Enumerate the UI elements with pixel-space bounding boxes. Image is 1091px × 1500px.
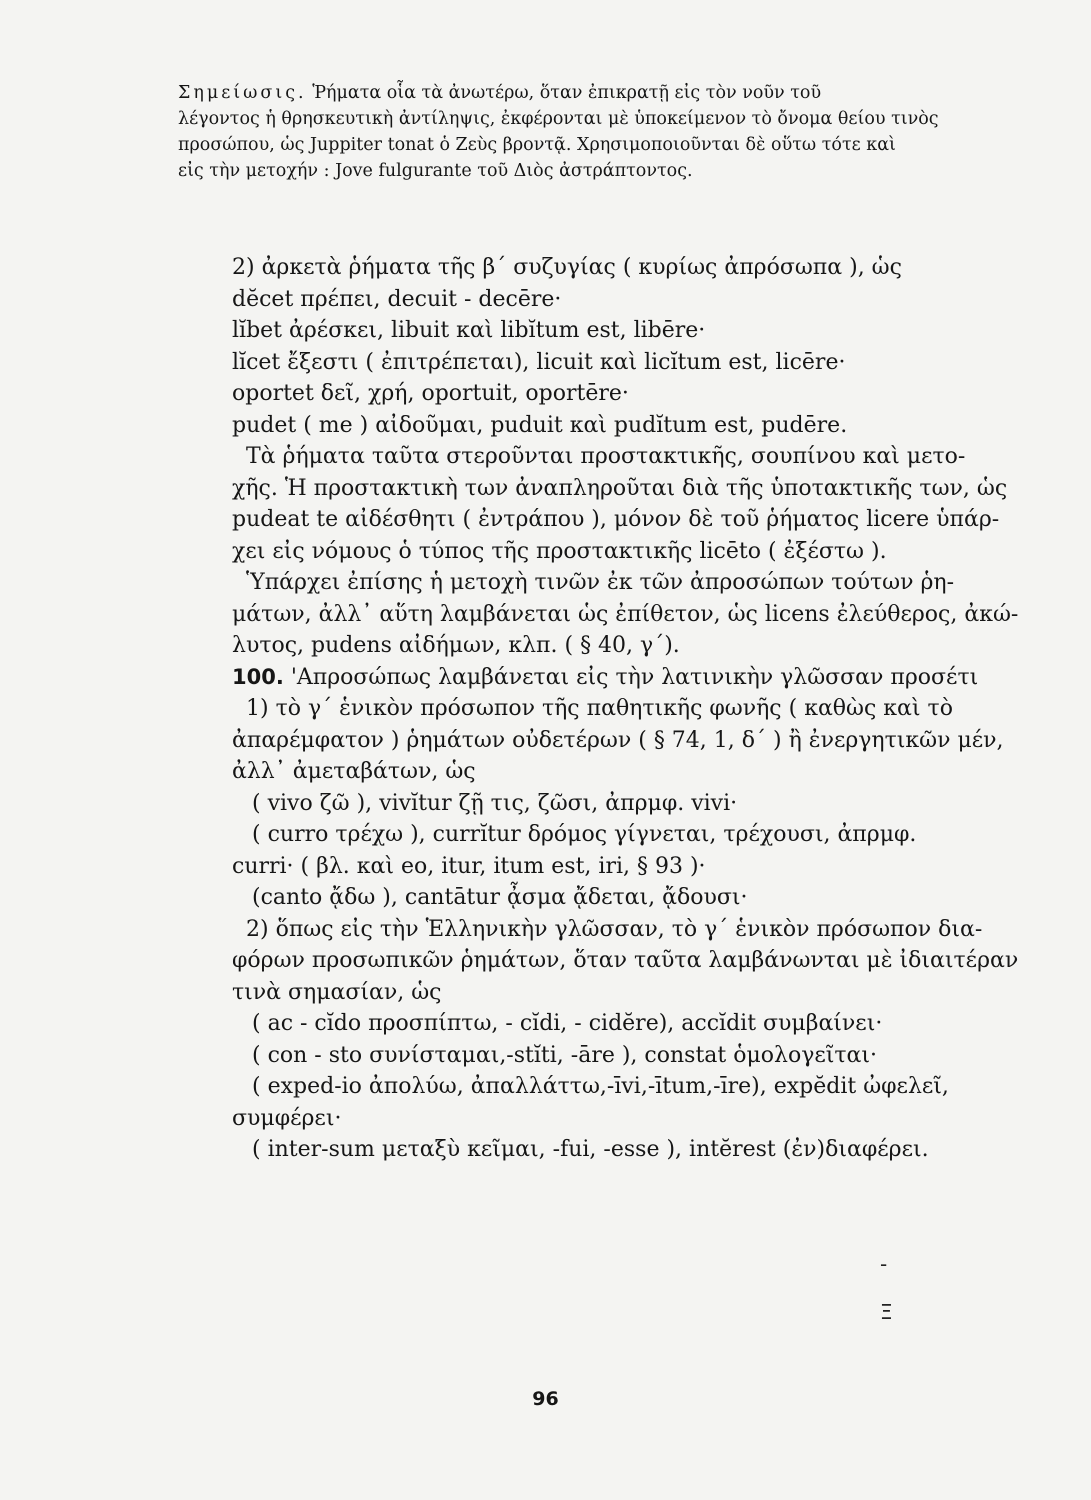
section-number: 100.: [232, 664, 284, 689]
text-line: ( curro τρέχω ), currĭtur δρόμος γίγνεται, τρέχουσι, ἀπρμφ.: [252, 822, 917, 847]
margin-mark: -: [880, 1252, 888, 1276]
margin-mark: Ξ: [880, 1300, 893, 1324]
text-line: Τὰ ῥήματα ταῦτα στεροῦνται προστακτικῆς, σουπίνου καὶ μετο-: [246, 444, 966, 469]
text-line: Ὑπάρχει ἐπίσης ἡ μετοχὴ τινῶν ἐκ τῶν ἀπροσώπων τούτων ῥη-: [246, 570, 955, 595]
text-line: συμφέρει·: [232, 1105, 342, 1131]
text-line: pudet ( me ) αἰδοῦμαι, puduit καὶ pudĭtum est, pudēre.: [232, 412, 848, 438]
text-line: 2) ὅπως εἰς τὴν Ἑλληνικὴν γλῶσσαν, τὸ γ΄ ἑνικὸν πρόσωπον δια-: [246, 916, 983, 942]
text-line: curri· ( βλ. καὶ eo, itur, itum est, iri, § 93 )·: [232, 853, 706, 879]
text-line: ἀλλ᾽ ἀμεταβάτων, ὡς: [232, 759, 476, 784]
text-line: ( ac - cĭdo προσπίπτω, - cĭdi, - cidĕre), accĭdit συμβαίνει·: [252, 1011, 883, 1036]
text-line: ( vivo ζῶ ), vivĭtur ζῇ τις, ζῶσι, ἀπρμφ. vivi·: [252, 790, 738, 816]
text-line: 1) τὸ γ΄ ἑνικὸν πρόσωπον τῆς παθητικῆς φωνῆς ( καθὼς καὶ τὸ: [246, 696, 953, 721]
text-line: μάτων, ἀλλ᾽ αὕτη λαμβάνεται ὡς ἐπίθετον, ὡς licens ἐλεύθερος, ἀκώ-: [232, 601, 1019, 627]
main-text: [232, 252, 1022, 1166]
text-line: ( inter-sum μεταξὺ κεῖμαι, -fui, -esse ), intĕrest (ἐν)διαφέρει.: [252, 1137, 929, 1162]
text-line: lĭbet ἀρέσκει, libuit καὶ libĭtum est, libēre·: [232, 318, 706, 343]
text-line: χῆς. Ἡ προστακτικὴ των ἀναπληροῦται διὰ τῆς ὑποτακτικῆς των, ὡς: [232, 475, 1008, 501]
text-line: ἀπαρέμφατον ) ῥημάτων οὐδετέρων ( § 74, 1, δ΄ ) ἢ ἐνεργητικῶν μέν,: [232, 727, 1004, 753]
page-number: 96: [532, 1388, 559, 1410]
note-paragraph: [178, 80, 1020, 184]
text-line: (canto ᾄδω ), cantātur ᾆσμα ᾄδεται, ᾄδουσι·: [252, 885, 748, 910]
text-line: oportet δεῖ, χρή, oportuit, oportēre·: [232, 381, 629, 406]
text-line: ( exped-io ἀπολύω, ἀπαλλάττω,-īvi,-ītum,-īre), expĕdit ὠφελεῖ,: [252, 1074, 949, 1099]
text-line: λυτος, pudens αἰδήμων, κλπ. ( § 40, γ΄).: [232, 633, 680, 658]
text-line: dĕcet πρέπει, decuit - decēre·: [232, 286, 562, 312]
text-line: pudeat te αἰδέσθητι ( ἐντράπου ), μόνον δὲ τοῦ ῥήματος licere ὑπάρ-: [232, 507, 1000, 532]
text-line: τινὰ σημασίαν, ὡς: [232, 979, 442, 1005]
note-lead: Σημείωσις.: [178, 83, 307, 103]
text-line: 2) ἀρκετὰ ῥήματα τῆς β΄ συζυγίας ( κυρίως ἀπρόσωπα ), ὡς: [232, 255, 902, 280]
note-line: εἰς τὴν μετοχήν : Jove fulgurante τοῦ Διὸς ἀστράπτοντος.: [178, 161, 693, 181]
note-line: προσώπου, ὡς Juppiter tonat ὁ Ζεὺς βροντᾷ. Χρησιμοποιοῦνται δὲ οὕτω τότε καὶ: [178, 135, 896, 155]
note-line: Ῥήματα οἷα τὰ ἀνωτέρω, ὅταν ἐπικρατῇ εἰς τὸν νοῦν τοῦ: [312, 83, 822, 103]
text-line: lĭcet ἔξεστι ( ἐπιτρέπεται), licuit καὶ licĭtum est, licēre·: [232, 349, 846, 375]
text-line: χει εἰς νόμους ὁ τύπος τῆς προστακτικῆς licēto ( ἐξέστω ).: [232, 538, 887, 564]
note-line: λέγοντος ἡ θρησκευτικὴ ἀντίληψις, ἐκφέρονται μὲ ὑποκείμενον τὸ ὄνομα θείου τινὸς: [178, 109, 939, 129]
text-line: φόρων προσωπικῶν ῥημάτων, ὅταν ταῦτα λαμβάνωνται μὲ ἰδιαιτέραν: [232, 948, 1019, 973]
text-line: 'Απροσώπως λαμβάνεται εἰς τὴν λατινικὴν γλῶσσαν προσέτι: [290, 664, 979, 690]
text-line: ( con - sto συνίσταμαι,-stĭti, -āre ), constat ὁμολογεῖται·: [252, 1042, 878, 1068]
